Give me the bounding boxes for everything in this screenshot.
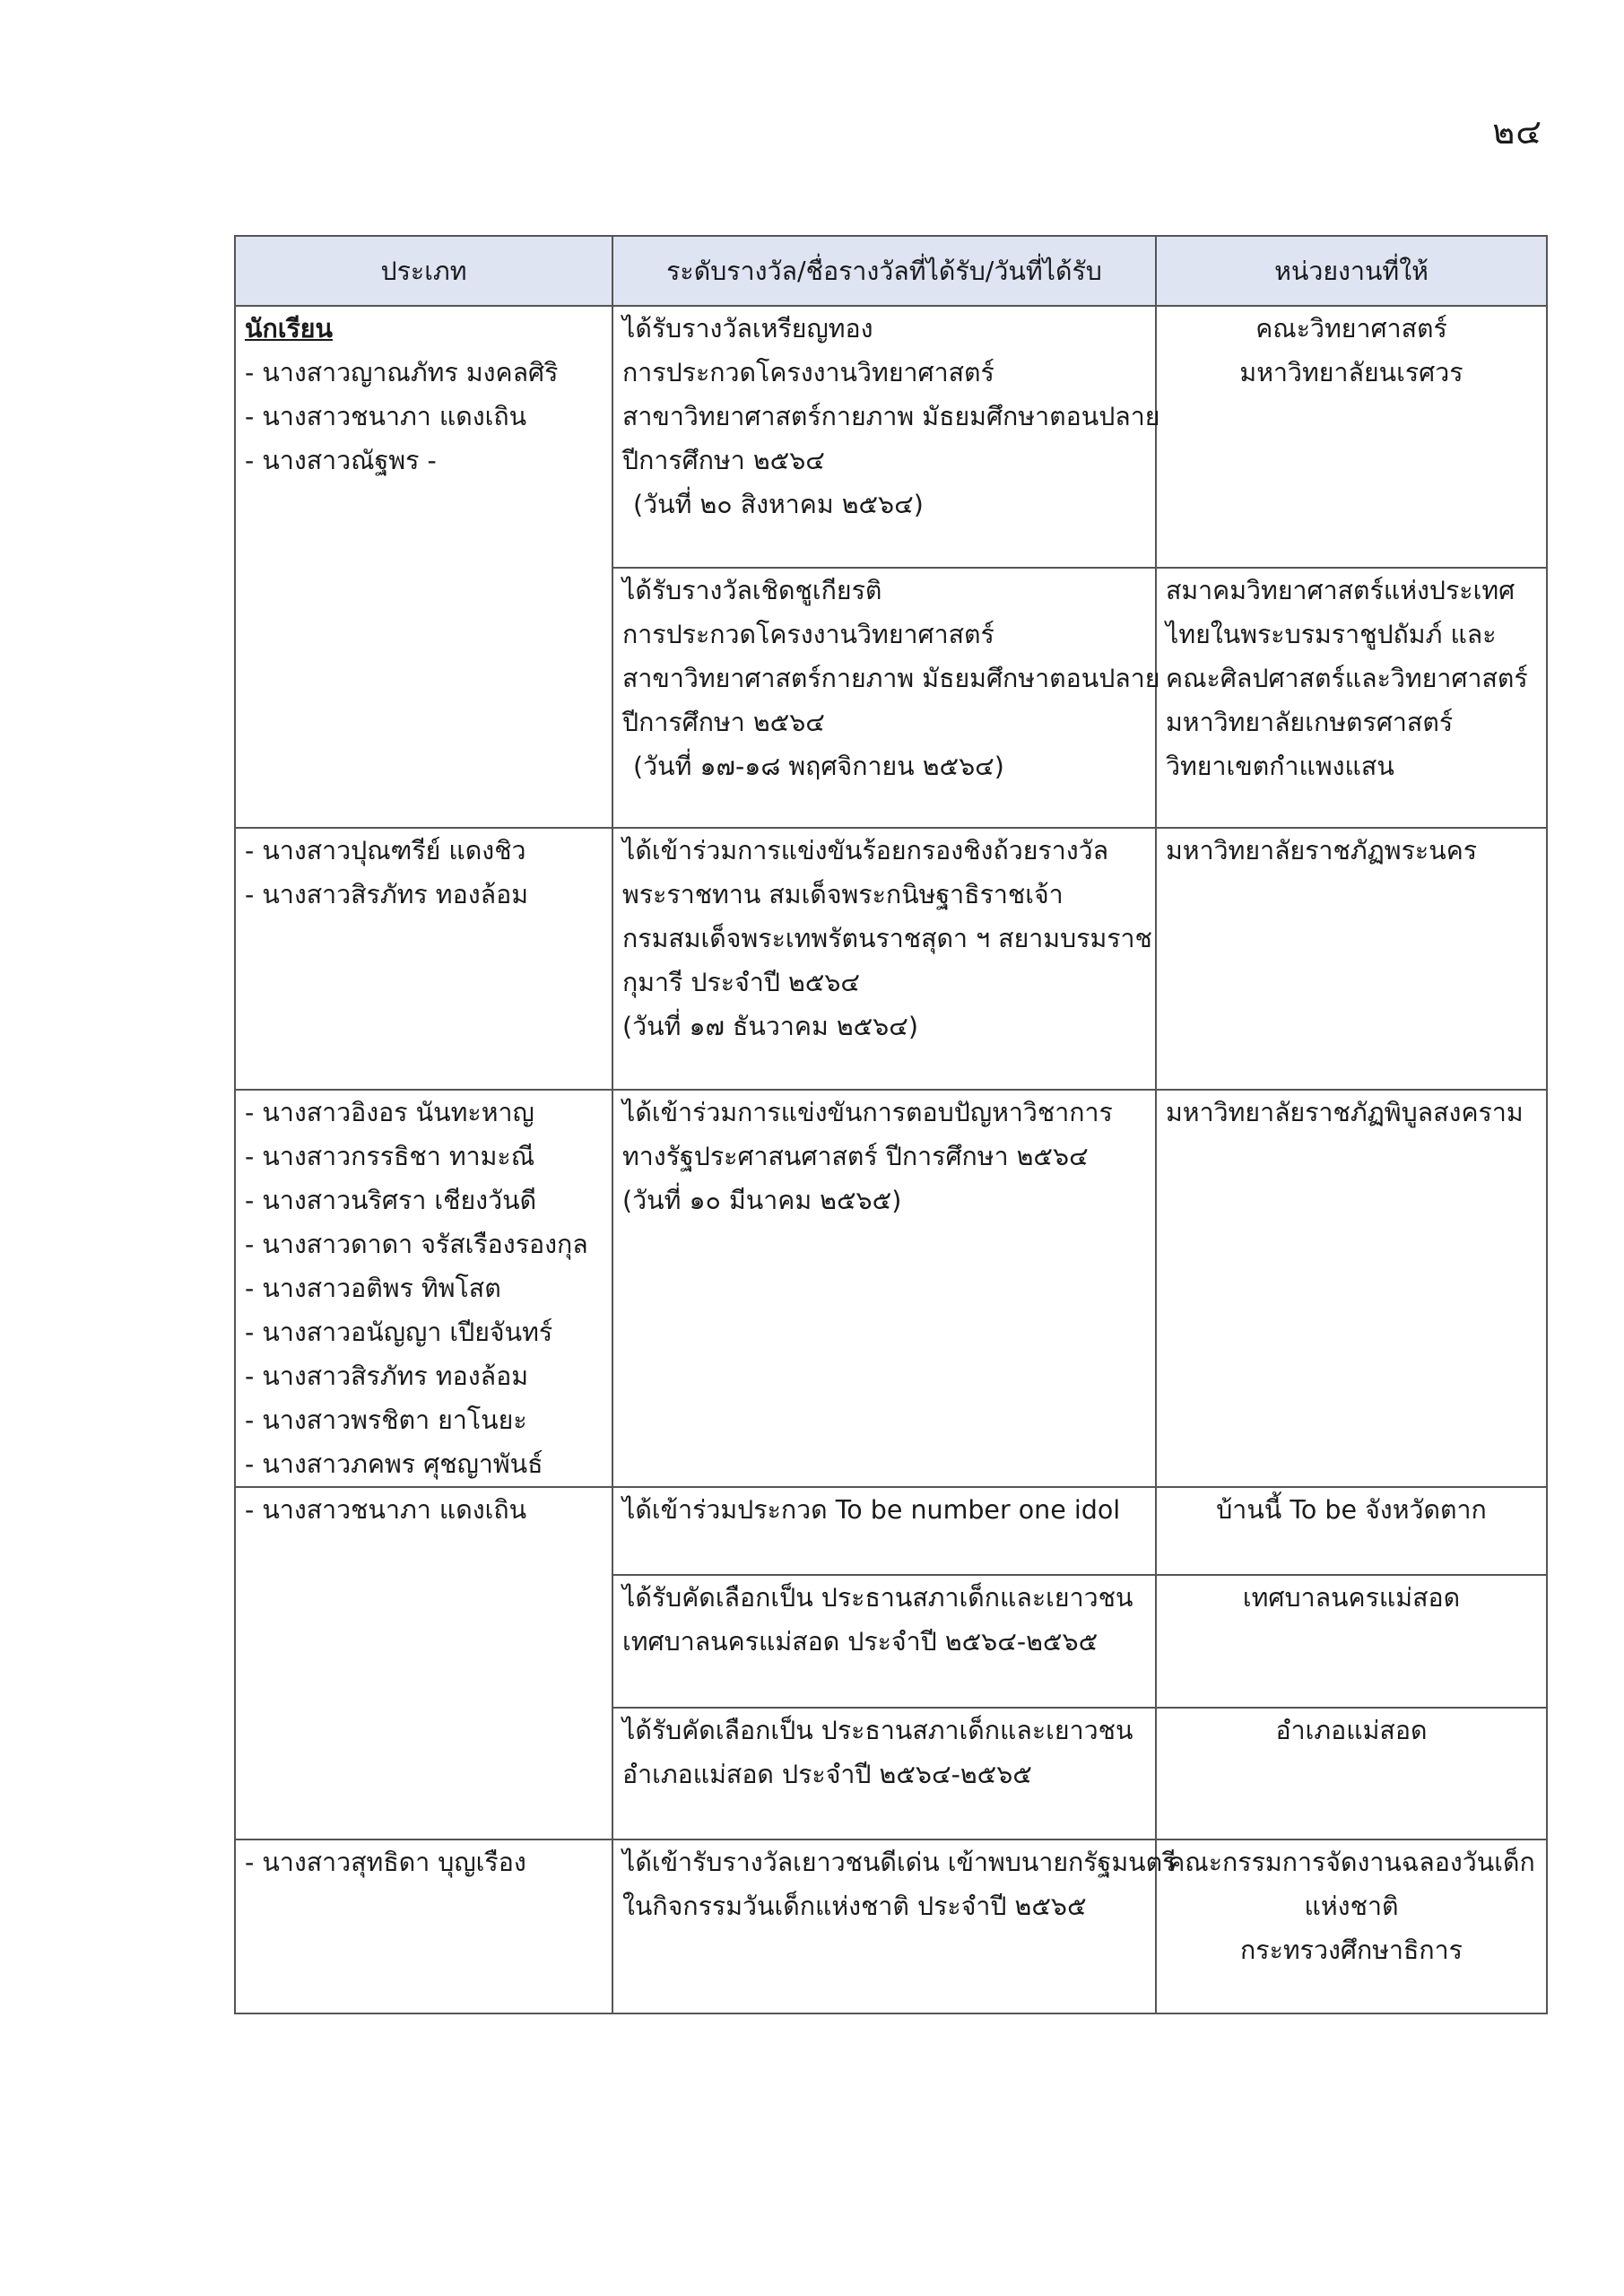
- agency-line: มหาวิทยาลัยเกษตรศาสตร์: [1166, 708, 1454, 737]
- student-name: - นางสาวอติพร ทิพโสต: [245, 1274, 501, 1303]
- students-cell: [235, 306, 612, 828]
- agency-cell: [1156, 1839, 1547, 2013]
- header-row: [235, 236, 1547, 306]
- student-name: - นางสาวดาดา จรัสเรืองรองกุล: [245, 1230, 588, 1259]
- award-line: กรมสมเด็จพระเทพรัตนราชสุดา ฯ สยามบรมราช: [622, 924, 1152, 953]
- agency-line: คณะศิลปศาสตร์และวิทยาศาสตร์: [1166, 664, 1528, 693]
- award-cell: [612, 1575, 1156, 1708]
- award-line: อำเภอแม่สอด ประจำปี ๒๕๖๔-๒๕๖๕: [622, 1760, 1032, 1789]
- award-line: ได้เข้าร่วมการแข่งขันร้อยกรองชิงถ้วยรางวัล: [622, 836, 1109, 865]
- award-line: สาขาวิทยาศาสตร์กายภาพ มัธยมศึกษาตอนปลาย: [622, 402, 1160, 431]
- header-agency: หน่วยงานที่ให้: [1156, 236, 1547, 306]
- student-name: - นางสาวภคพร ศุชญาพันธ์: [245, 1449, 543, 1479]
- award-line: พระราชทาน สมเด็จพระกนิษฐาธิราชเจ้า: [622, 880, 1064, 909]
- award-date: (วันที่ ๑๗ ธันวาคม ๒๕๖๔): [622, 1012, 918, 1041]
- agency-line: คณะกรรมการจัดงานฉลองวันเด็ก: [1168, 1848, 1535, 1877]
- award-line: ปีการศึกษา ๒๕๖๔: [622, 708, 825, 737]
- award-cell: [612, 1708, 1156, 1839]
- students-cell: [235, 1839, 612, 2013]
- award-line: ได้รับรางวัลเชิดชูเกียรติ: [622, 576, 882, 605]
- agency-line: มหาวิทยาลัยราชภัฏพิบูลสงคราม: [1166, 1098, 1524, 1127]
- agency-cell: [1156, 1575, 1547, 1708]
- students-cell: [235, 1487, 612, 1839]
- agency-line: ไทยในพระบรมราชูปถัมภ์ และ: [1166, 620, 1497, 649]
- student-name: - นางสาวชนาภา แดงเถิน: [245, 1495, 527, 1525]
- award-line: ได้เข้าร่วมการแข่งขันการตอบปัญหาวิชาการ: [622, 1098, 1113, 1127]
- awards-table: [234, 235, 1548, 2014]
- student-name: - นางสาวญาณภัทร มงคลศิริ: [245, 358, 559, 387]
- award-line: การประกวดโครงงานวิทยาศาสตร์: [622, 358, 994, 387]
- agency-line: กระทรวงศึกษาธิการ: [1240, 1935, 1463, 1965]
- award-cell: [612, 306, 1160, 568]
- award-date: (วันที่ ๑๐ มีนาคม ๒๕๖๕): [622, 1186, 902, 1215]
- award-cell: [612, 1839, 1177, 2013]
- award-cell: [612, 1090, 1156, 1487]
- agency-cell: [1156, 1708, 1547, 1839]
- agency-line: เทศบาลนครแม่สอด: [1242, 1583, 1461, 1613]
- student-name: - นางสาวนริศรา เชียงวันดี: [245, 1186, 537, 1215]
- award-date: (วันที่ ๒๐ สิงหาคม ๒๕๖๔): [633, 490, 924, 519]
- student-name: - นางสาวอนัญญา เปียจันทร์: [245, 1318, 553, 1347]
- agency-line: บ้านนี้ To be จังหวัดตาก: [1216, 1495, 1487, 1525]
- agency-line: สมาคมวิทยาศาสตร์แห่งประเทศ: [1166, 576, 1515, 605]
- student-name: - นางสาวสิรภัทร ทองล้อม: [245, 1361, 528, 1391]
- students-cell: [235, 1090, 612, 1487]
- table-row: [235, 1839, 1547, 2013]
- award-line: ได้รับคัดเลือกเป็น ประธานสภาเด็กและเยาวชน: [622, 1716, 1133, 1745]
- award-line: เทศบาลนครแม่สอด ประจำปี ๒๕๖๔-๒๕๖๕: [622, 1627, 1099, 1657]
- agency-line: มหาวิทยาลัยนเรศวร: [1239, 358, 1463, 387]
- table-row: [235, 828, 1547, 1090]
- student-name: - นางสาวสุทธิดา บุญเรือง: [245, 1848, 526, 1877]
- category-label: นักเรียน: [245, 314, 333, 344]
- page-number: ๒๔: [1492, 112, 1542, 152]
- student-name: - นางสาวพรชิตา ยาโนยะ: [245, 1405, 527, 1435]
- agency-cell: [1156, 828, 1547, 1090]
- student-name: - นางสาวสิรภัทร ทองล้อม: [245, 880, 528, 909]
- agency-cell: [1156, 306, 1547, 568]
- award-cell: [612, 828, 1156, 1090]
- award-line: ได้รับคัดเลือกเป็น ประธานสภาเด็กและเยาวชน: [622, 1583, 1133, 1613]
- header-award: ระดับรางวัล/ชื่อรางวัลที่ได้รับ/วันที่ได้รับ: [612, 236, 1156, 306]
- agency-cell: [1156, 1487, 1547, 1575]
- agency-line: วิทยาเขตกำแพงแสน: [1166, 752, 1394, 781]
- table-row: [235, 1090, 1547, 1487]
- student-name: - นางสาวชนาภา แดงเถิน: [245, 402, 527, 431]
- award-cell: [612, 568, 1160, 828]
- students-cell: [235, 828, 612, 1090]
- award-line: ได้เข้ารับรางวัลเยาวชนดีเด่น เข้าพบนายกรัฐมนตรี: [622, 1848, 1177, 1877]
- award-line: ปีการศึกษา ๒๕๖๔: [622, 446, 825, 475]
- agency-cell: [1156, 568, 1547, 828]
- agency-line: มหาวิทยาลัยราชภัฏพระนคร: [1166, 836, 1478, 865]
- agency-line: แห่งชาติ: [1304, 1892, 1399, 1921]
- agency-line: อำเภอแม่สอด: [1275, 1716, 1428, 1745]
- agency-cell: [1156, 1090, 1547, 1487]
- award-line: ทางรัฐประศาสนศาสตร์ ปีการศึกษา ๒๕๖๔: [622, 1142, 1089, 1171]
- award-line: กุมารี ประจำปี ๒๕๖๔: [622, 968, 860, 997]
- award-line: สาขาวิทยาศาสตร์กายภาพ มัธยมศึกษาตอนปลาย: [622, 664, 1160, 693]
- student-name: - นางสาวปุณฑรีย์ แดงชิว: [245, 836, 526, 865]
- table-row: [235, 306, 1547, 568]
- award-line: ได้เข้าร่วมประกวด To be number one idol: [622, 1495, 1121, 1525]
- student-name: - นางสาวกรรธิชา ทามะณี: [245, 1142, 535, 1171]
- award-line: ในกิจกรรมวันเด็กแห่งชาติ ประจำปี ๒๕๖๕: [622, 1892, 1087, 1921]
- student-name: - นางสาวอิงอร นันทะหาญ: [245, 1098, 534, 1127]
- student-name: - นางสาวณัฐพร -: [245, 446, 437, 475]
- agency-line: คณะวิทยาศาสตร์: [1255, 314, 1447, 344]
- award-date: (วันที่ ๑๗-๑๘ พฤศจิกายน ๒๕๖๔): [633, 752, 1004, 781]
- table-row: [235, 1487, 1547, 1575]
- award-line: ได้รับรางวัลเหรียญทอง: [622, 314, 873, 344]
- award-cell: [612, 1487, 1156, 1575]
- award-line: การประกวดโครงงานวิทยาศาสตร์: [622, 620, 994, 649]
- header-type: ประเภท: [235, 236, 612, 306]
